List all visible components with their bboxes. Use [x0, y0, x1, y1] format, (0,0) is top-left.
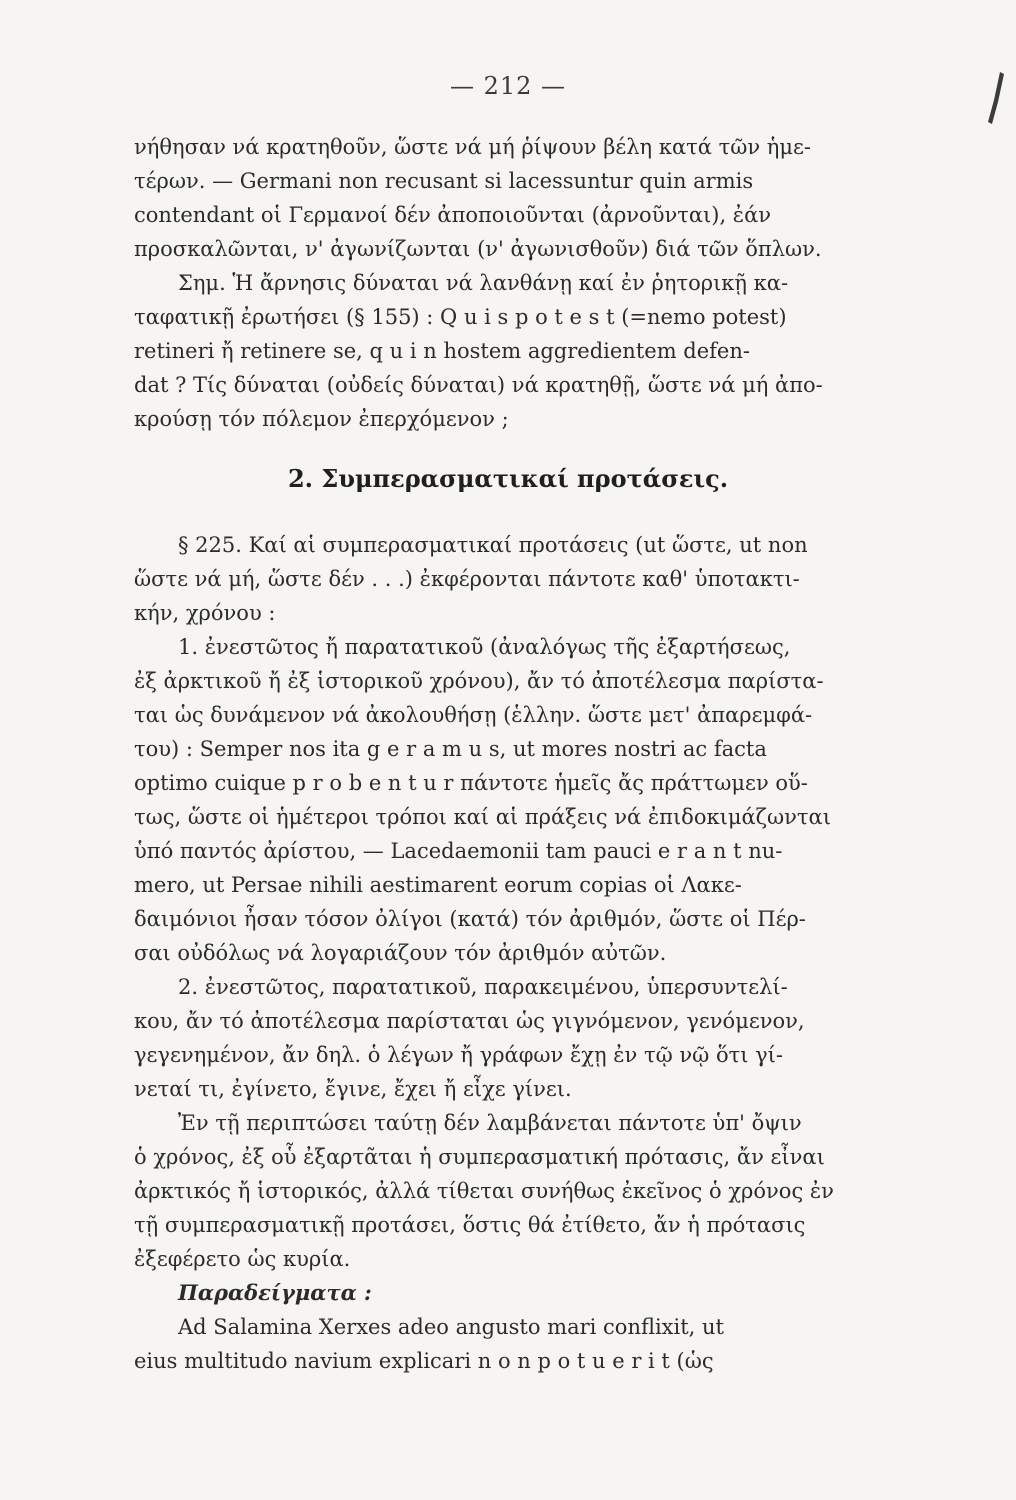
text-line: του) : Semper nos ita g e r a m u s, ut mores nostri ac facta — [134, 737, 767, 761]
note-line: Σημ. Ἡ ἄρνησις δύναται νά λανθάνῃ καί ἐν ῥητορικῇ κα- — [178, 271, 789, 295]
text-line: ἀρκτικός ἤ ἱστορικός, ἀλλά τίθεται συνήθως ἐκεῖνος ὁ χρόνος ἐν — [134, 1179, 834, 1203]
text-line: ται ὡς δυνάμενον νά ἀκολουθήσῃ (ἑλλην. ὥστε μετ' ἀπαρεμφά- — [134, 703, 813, 727]
text-line: προσκαλῶνται, ν' ἀγωνίζωνται (ν' ἀγωνισθοῦν) διά τῶν ὅπλων. — [134, 237, 822, 261]
text-line: κου, ἄν τό ἀποτέλεσμα παρίσταται ὡς γιγνόμενον, γενόμενον, — [134, 1009, 805, 1033]
examples-label: Παραδείγματα : — [178, 1280, 372, 1305]
text-line: σαι οὐδόλως νά λογαριάζουν τόν ἀριθμόν αὐτῶν. — [134, 941, 667, 965]
text-line: κρούσῃ τόν πόλεμον ἐπερχόμενον ; — [134, 407, 509, 431]
text-line: dat ? Τίς δύναται (οὐδείς δύναται) νά κρατηθῇ, ὥστε νά μή ἀπο- — [134, 373, 823, 397]
text-line: ὁ χρόνος, ἐξ οὗ ἐξαρτᾶται ἡ συμπερασματική πρότασις, ἄν εἶναι — [134, 1145, 825, 1169]
text-line: νεταί τι, ἐγίνετο, ἔγινε, ἔχει ἤ εἶχε γίνει. — [134, 1077, 572, 1101]
section-heading: 2. Συμπερασματικαί προτάσεις. — [287, 464, 729, 493]
text-line: τῇ συμπερασματικῇ προτάσει, ὅστις θά ἐτίθετο, ἄν ἡ πρότασις — [134, 1213, 806, 1237]
paragraph-block-1 — [134, 130, 904, 436]
text-line: 2. ἐνεστῶτος, παρατατικοῦ, παρακειμένου, ὑπερσυντελί- — [178, 975, 788, 999]
text-line: contendant οἱ Γερμανοί δέν ἀποποιοῦνται (ἀρνοῦνται), ἐάν — [134, 203, 772, 227]
text-line: § 225. Καί αἱ συμπερασματικαί προτάσεις (ut ὥστε, ut non — [178, 533, 808, 557]
paragraph-block-2 — [134, 528, 904, 1378]
text-line: eius multitudo navium explicari n o n p o t u e r i t (ὡς — [134, 1349, 714, 1373]
text-line: retineri ἤ retinere se, q u i n hostem aggredientem defen- — [134, 339, 750, 363]
page-number: — 212 — — [449, 72, 567, 100]
text-line: τως, ὥστε οἱ ἡμέτεροι τρόποι καί αἱ πράξεις νά ἐπιδοκιμάζωνται — [134, 805, 831, 829]
text-line: Ἐν τῇ περιπτώσει ταύτῃ δέν λαμβάνεται πάντοτε ὑπ' ὄψιν — [178, 1111, 802, 1135]
text-line: κήν, χρόνου : — [134, 601, 276, 625]
text-line: Ad Salamina Xerxes adeo angusto mari conflixit, ut — [178, 1315, 724, 1339]
text-line: optimo cuique p r o b e n t u r πάντοτε ἡμεῖς ἄς πράττωμεν οὕ- — [134, 771, 808, 795]
text-line: mero, ut Persae nihili aestimarent eorum copias οἱ Λακε- — [134, 873, 742, 897]
text-line: ἐξεφέρετο ὡς κυρία. — [134, 1247, 351, 1271]
text-line: γεγενημένον, ἄν δηλ. ὁ λέγων ἤ γράφων ἔχῃ ἐν τῷ νῷ ὅτι γί- — [134, 1043, 783, 1067]
text-line: νήθησαν νά κρατηθοῦν, ὥστε νά μή ῥίψουν βέλη κατά τῶν ἡμε- — [134, 135, 811, 159]
text-line: δαιμόνιοι ἦσαν τόσον ὀλίγοι (κατά) τόν ἀριθμόν, ὥστε οἱ Πέρ- — [134, 907, 806, 931]
text-line: ταφατικῇ ἐρωτήσει (§ 155) : Q u i s p o t e s t (=nemo potest) — [134, 305, 787, 329]
text-line: 1. ἐνεστῶτος ἤ παρατατικοῦ (ἀναλόγως τῆς ἐξαρτήσεως, — [178, 635, 791, 659]
text-line: ὥστε νά μή, ὥστε δέν . . .) ἐκφέρονται πάντοτε καθ' ὑποτακτι- — [134, 567, 800, 591]
text-line: ὑπό παντός ἀρίστου, — Lacedaemonii tam pauci e r a n t nu- — [134, 839, 783, 863]
text-line: τέρων. — Germani non recusant si lacessuntur quin armis — [134, 169, 754, 193]
text-line: ἐξ ἀρκτικοῦ ἤ ἐξ ἱστορικοῦ χρόνου), ἄν τό ἀποτέλεσμα παρίστα- — [134, 669, 824, 693]
